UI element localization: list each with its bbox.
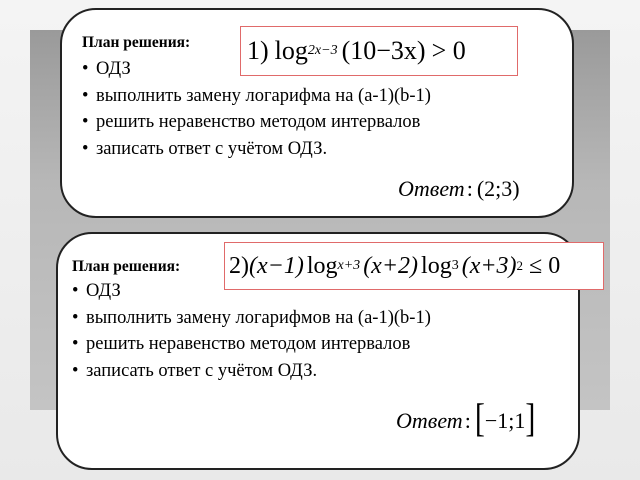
solution-card-1 [60,8,574,218]
answer-value-1: (2;3) [476,176,520,201]
formula-log2: log [421,252,452,279]
list-item: • решить неравенство методом интервалов [82,109,431,136]
list-item: • ОДЗ [72,278,431,305]
answer-label-1: Ответ [398,176,465,201]
list-item: • записать ответ с учётом ОДЗ. [72,358,431,385]
list-item: • выполнить замену логарифмов на (a-1)(b-1) [72,305,431,332]
answer-1 [398,176,520,202]
formula-base-1: 2x−3 [307,43,338,58]
plan-title-2: План решения: [72,258,181,275]
bullet-icon: • [72,360,79,381]
formula-number-1: 1) [247,36,269,65]
formula-arg2: (x+3) [461,252,517,279]
formula-relation-1: > 0 [431,36,466,65]
answer-2 [396,396,536,441]
formula-arg1: (x+2) [363,252,419,279]
formula-relation-2: ≤ 0 [529,252,561,279]
plan-title-1: План решения: [82,34,191,51]
answer-label-2: Ответ [396,408,463,433]
solution-card-2 [56,232,580,470]
formula-factor1: (x−1) [249,252,304,279]
list-item: • записать ответ с учётом ОДЗ. [82,136,431,163]
answer-right-bracket: ] [525,396,536,441]
bullet-icon: • [82,138,89,159]
formula-base1: x+3 [337,258,361,273]
formula-exponent: 2 [516,258,524,273]
steps-list-1 [82,56,431,162]
steps-list-2 [72,278,431,384]
formula-log-1: log [274,36,308,65]
answer-sep-1: : [466,176,473,201]
bullet-icon: • [72,281,79,301]
bullet-icon: • [72,307,79,328]
answer-left-bracket: [ [474,396,485,441]
answer-sep-2: : [464,408,471,433]
bullet-icon: • [82,112,89,132]
formula-base2: 3 [451,258,459,273]
formula-argument-1: (10−3x) [341,36,426,65]
list-item: • решить неравенство методом интервалов [72,331,431,358]
bullet-icon: • [82,85,89,106]
list-item: • ОДЗ [82,56,431,83]
formula-number-2: 2) [229,252,249,279]
formula-log1: log [306,252,338,279]
bullet-icon: • [72,334,79,354]
bullet-icon: • [82,59,89,79]
answer-value-2: −1;1 [484,408,526,433]
list-item: • выполнить замену логарифма на (a-1)(b-1) [82,83,431,110]
